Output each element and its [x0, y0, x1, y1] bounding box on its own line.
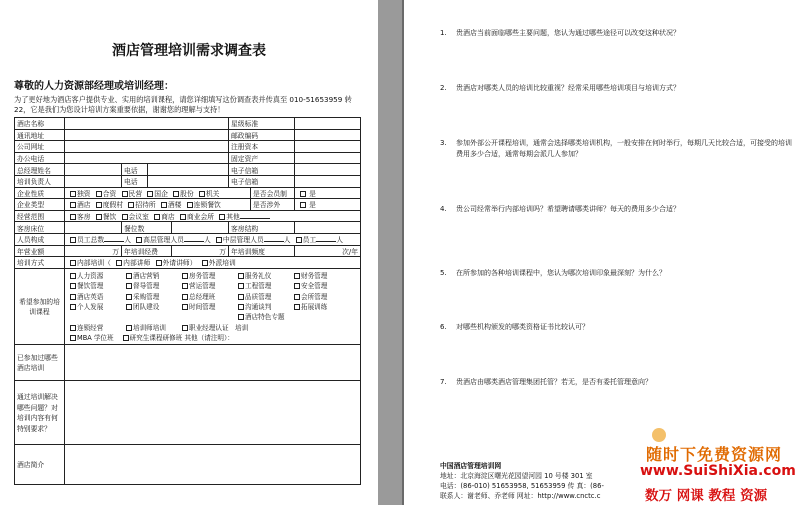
course-label: 酒店特色专题培训	[235, 313, 285, 332]
checkbox[interactable]	[70, 202, 76, 208]
foreign-yes: 是	[295, 199, 361, 211]
course-option	[67, 302, 123, 312]
table-row	[15, 257, 361, 269]
office-phone-field[interactable]	[65, 152, 229, 164]
org-contact: 联系人：谢老师、乔老师 网址：http://www.cnctc.c	[440, 492, 601, 500]
checkbox[interactable]	[128, 202, 134, 208]
gm-email-field[interactable]	[295, 164, 361, 176]
checkbox[interactable]	[202, 260, 208, 266]
org-name: 中国酒店管理培训网	[440, 462, 502, 470]
table-row	[15, 164, 361, 176]
cell-label: 年营业额	[15, 245, 65, 257]
method-options: 内部培训（ 内部讲师 外请讲师） 外派培训	[65, 257, 361, 269]
cell-label: 公司网址	[15, 141, 65, 153]
checkbox[interactable]	[96, 214, 102, 220]
course-option	[235, 271, 291, 281]
cell-label: 电话	[122, 175, 148, 187]
cell-label: 客房结构	[229, 222, 295, 234]
course-row	[67, 292, 358, 302]
watermark-line2: www.SuiShiXia.com	[640, 463, 796, 479]
hotel-name-field[interactable]	[65, 118, 229, 130]
rooms-field[interactable]	[65, 222, 122, 234]
checkbox[interactable]	[294, 294, 300, 300]
cell-label: 固定资产	[229, 152, 295, 164]
revenue-field[interactable]: 万	[65, 245, 122, 257]
cell-label: 通过培训解决哪些问题？对培训内容有何特别要求？	[15, 380, 65, 444]
solve-field[interactable]	[65, 380, 361, 444]
trainer-email-field[interactable]	[295, 175, 361, 187]
checkbox[interactable]	[96, 202, 102, 208]
course-label: 营运管理	[189, 282, 216, 291]
checkbox[interactable]	[70, 260, 76, 266]
table-row	[15, 245, 361, 257]
course-row	[67, 333, 358, 343]
course-option	[123, 271, 179, 281]
course-label: 品质管理	[245, 292, 272, 301]
course-label: 拓展训练	[301, 302, 328, 311]
trainer-phone-field[interactable]	[148, 175, 229, 187]
table-row	[15, 129, 361, 141]
survey-form-table	[14, 117, 361, 485]
cell-label: 是否会员制	[251, 187, 295, 199]
checkbox[interactable]	[70, 294, 76, 300]
cell-label: 注册资本	[229, 141, 295, 153]
checkbox[interactable]	[116, 260, 122, 266]
table-row	[15, 118, 361, 130]
course-row	[67, 271, 358, 281]
assets-field[interactable]	[295, 152, 361, 164]
checkbox[interactable]	[182, 273, 188, 279]
checkbox[interactable]	[296, 237, 302, 243]
room-struct-field[interactable]	[295, 222, 361, 234]
cell-label: 邮政编码	[229, 129, 295, 141]
checkbox[interactable]	[147, 191, 153, 197]
course-option	[179, 302, 235, 312]
course-label: 时间管理	[189, 302, 216, 311]
cell-label: 酒店简介	[15, 444, 65, 484]
course-label: 研究生课程研修班 其他（请注明）：	[129, 334, 234, 343]
checkbox[interactable]	[182, 294, 188, 300]
checkbox[interactable]	[123, 335, 129, 341]
course-option	[291, 271, 347, 281]
course-option	[67, 281, 123, 291]
table-row	[15, 187, 361, 199]
course-option	[67, 271, 123, 281]
course-options	[65, 268, 361, 344]
checkbox[interactable]	[219, 214, 225, 220]
cell-label: 星级标准	[229, 118, 295, 130]
course-option	[179, 323, 235, 333]
course-label: MBA 学位班	[77, 334, 114, 343]
checkbox[interactable]	[126, 325, 132, 331]
checkbox[interactable]	[238, 304, 244, 310]
table-row	[15, 268, 361, 344]
website-field[interactable]	[65, 141, 229, 153]
course-label: 服务礼仪	[245, 271, 272, 280]
cell-label: 年培训频度	[229, 245, 295, 257]
cell-label: 办公电话	[15, 152, 65, 164]
checkbox[interactable]	[182, 304, 188, 310]
watermark-line1: 随时下免费资源网	[646, 445, 783, 464]
checkbox[interactable]	[70, 273, 76, 279]
course-option	[291, 302, 347, 312]
cell-label: 希望参加的培训课程	[15, 268, 65, 344]
checkbox[interactable]	[182, 325, 188, 331]
page-gutter	[378, 0, 404, 505]
course-option	[123, 323, 179, 333]
cell-label: 是否涉外	[251, 199, 295, 211]
course-option	[235, 302, 291, 312]
cell-label: 酒店名称	[15, 118, 65, 130]
course-label: 酒店营销	[133, 271, 160, 280]
freq-field[interactable]: 次/年	[295, 245, 361, 257]
table-row	[15, 152, 361, 164]
checkbox[interactable]	[122, 191, 128, 197]
checkbox[interactable]	[238, 283, 244, 289]
course-label: 连锁经营	[77, 323, 104, 332]
checkbox[interactable]	[126, 294, 132, 300]
cell-label: 人员构成	[15, 233, 65, 245]
checkbox[interactable]	[70, 304, 76, 310]
table-row	[15, 222, 361, 234]
gm-name-field[interactable]	[65, 164, 122, 176]
checkbox[interactable]	[294, 304, 300, 310]
table-row	[15, 199, 361, 211]
salutation: 尊敬的人力资源部经理或培训经理：	[14, 81, 174, 92]
course-label: 餐饮管理	[77, 282, 104, 291]
cell-label: 餐位数	[122, 222, 172, 234]
right-page: 1. 贵酒店当前面临哪些主要问题，您认为通过哪些途径可以改变这种状况？ 2. 贵酒店对哪类人员的培训比较重视？经常采用哪些培训项目与培训方式？ 3. 参加外部公开课程培训，通常会选择哪类培训机构，一般安排在何时举行，每期几天比较合适，可接受的培训费用多少合适，通常每期会派几人参加？ 4. 贵公司经常举行内部培训吗？希望聘请哪类讲师？每天的费用多少合适？ 5. 在所参加的各种培训课程中，您认为哪次培训印象最深刻？为什么？ 6. 对哪些机构颁发的哪类资格证书比较认可？ 7. 贵酒店由哪类酒店管理集团托管？若无，是否有委托管理意向？ 中国酒店管理培训网 地址：北京海淀区曙光花园望河园 10 号楼 301 室 电话：(86-010) 51653958, 51653959 传 真：(86- 联系人：谢老师、乔老师 网址：http://www.cnctc.c	[404, 0, 800, 505]
checkbox[interactable]	[294, 273, 300, 279]
cell-label: 经营范围	[15, 210, 65, 222]
checkbox[interactable]	[238, 294, 244, 300]
course-row	[67, 281, 358, 291]
checkbox[interactable]	[70, 237, 76, 243]
course-label: 个人发展	[77, 302, 104, 311]
course-option	[120, 333, 234, 343]
checkbox[interactable]	[122, 214, 128, 220]
cell-label: 培训方式	[15, 257, 65, 269]
checkbox[interactable]	[70, 283, 76, 289]
table-row	[15, 380, 361, 444]
checkbox[interactable]	[182, 283, 188, 289]
course-label: 督导管理	[133, 282, 160, 291]
cell-label: 年培训经费	[122, 245, 172, 257]
course-option	[123, 302, 179, 312]
seats-field[interactable]	[172, 222, 229, 234]
course-option	[291, 281, 347, 291]
left-page	[0, 0, 378, 505]
address-field[interactable]	[65, 129, 229, 141]
checkbox[interactable]	[96, 191, 102, 197]
course-label: 总经理班	[189, 292, 216, 301]
cell-label: 企业类型	[15, 199, 65, 211]
attended-field[interactable]	[65, 344, 361, 380]
checkbox[interactable]	[126, 283, 132, 289]
course-label: 安全管理	[301, 282, 328, 291]
cell-label: 电子信箱	[229, 164, 295, 176]
watermark-line3: 数万 网课 教程 资源	[645, 488, 768, 504]
checkbox[interactable]	[300, 202, 306, 208]
course-row	[67, 302, 358, 312]
cell-label: 客房床位	[15, 222, 65, 234]
type-options: 酒店 度假村 招待所 酒楼 连锁餐饮	[65, 199, 251, 211]
checkbox[interactable]	[187, 202, 193, 208]
course-label: 酒店英语	[77, 292, 104, 301]
table-row	[15, 233, 361, 245]
course-label: 工程管理	[245, 282, 272, 291]
checkbox[interactable]	[199, 191, 205, 197]
cell-label: 电子信箱	[229, 175, 295, 187]
course-option	[67, 333, 114, 343]
cell-label: 通讯地址	[15, 129, 65, 141]
table-row	[15, 210, 361, 222]
course-label: 沟通谈判	[245, 302, 272, 311]
checkbox[interactable]	[173, 191, 179, 197]
course-label: 会所管理	[301, 292, 328, 301]
course-option	[179, 292, 235, 302]
course-option	[123, 292, 179, 302]
doc-title: 酒店管理培训需求调查表	[112, 43, 266, 59]
gm-phone-field[interactable]	[148, 164, 229, 176]
nature-options: 独资 合资 民营 国企 股份 机关	[65, 187, 251, 199]
table-row	[15, 175, 361, 187]
course-label: 培训师培训	[133, 323, 166, 332]
capital-field[interactable]	[295, 141, 361, 153]
org-phone: 电话：(86-010) 51653958, 51653959 传 真：(86-	[440, 482, 604, 490]
watermark-logo-icon	[652, 428, 666, 442]
table-row	[15, 141, 361, 153]
staff-options: 员工总数 人 高层管理人员 人 中层管理人员 人 员工 人	[65, 233, 361, 245]
intro-text: 为了更好地为酒店客户提供专业、实用的培训课程，请您详细填写这份调查表并传真至 010-51653959 转 22，它是我们为您设计培训方案重要依据，谢谢您的理解与支持！	[14, 95, 352, 114]
course-label: 房务管理	[189, 271, 216, 280]
course-option	[179, 271, 235, 281]
checkbox[interactable]	[238, 314, 244, 320]
course-option	[67, 323, 123, 333]
course-option	[235, 312, 291, 333]
star-field[interactable]	[295, 118, 361, 130]
trainer-field[interactable]	[65, 175, 122, 187]
member-yes: 是	[295, 187, 361, 199]
table-row	[15, 344, 361, 380]
course-option	[67, 292, 123, 302]
checkbox[interactable]	[294, 283, 300, 289]
checkbox[interactable]	[70, 214, 76, 220]
course-option	[235, 281, 291, 291]
table-row	[15, 444, 361, 484]
course-label: 人力资源	[77, 271, 104, 280]
course-label: 团队建设	[133, 302, 160, 311]
cell-label: 企业性质	[15, 187, 65, 199]
course-option	[123, 281, 179, 291]
postcode-field[interactable]	[295, 129, 361, 141]
cell-label: 总经理姓名	[15, 164, 65, 176]
checkbox[interactable]	[300, 191, 306, 197]
checkbox[interactable]	[126, 273, 132, 279]
checkbox[interactable]	[70, 325, 76, 331]
checkbox[interactable]	[180, 214, 186, 220]
checkbox[interactable]	[161, 202, 167, 208]
course-label: 采购管理	[133, 292, 160, 301]
checkbox[interactable]	[70, 191, 76, 197]
course-option	[291, 292, 347, 302]
course-option	[235, 292, 291, 302]
cell-label: 已参加过哪些酒店培训	[15, 344, 65, 380]
cell-label: 电话	[122, 164, 148, 176]
course-option	[179, 281, 235, 291]
course-row	[67, 312, 358, 333]
checkbox[interactable]	[156, 260, 162, 266]
scope-options: 客房 餐饮 会议室 商店 商业会所 其他	[65, 210, 361, 222]
checkbox[interactable]	[70, 335, 76, 341]
checkbox[interactable]	[216, 237, 222, 243]
checkbox[interactable]	[238, 273, 244, 279]
org-address: 地址：北京海淀区曙光花园望河园 10 号楼 301 室	[440, 472, 593, 480]
course-label: 财务管理	[301, 271, 328, 280]
hotel-intro-field[interactable]	[65, 444, 361, 484]
checkbox[interactable]	[136, 237, 142, 243]
cell-label: 培训负责人	[15, 175, 65, 187]
budget-field[interactable]: 万	[172, 245, 229, 257]
course-label: 职业经理认证	[189, 323, 229, 332]
checkbox[interactable]	[126, 304, 132, 310]
checkbox[interactable]	[154, 214, 160, 220]
